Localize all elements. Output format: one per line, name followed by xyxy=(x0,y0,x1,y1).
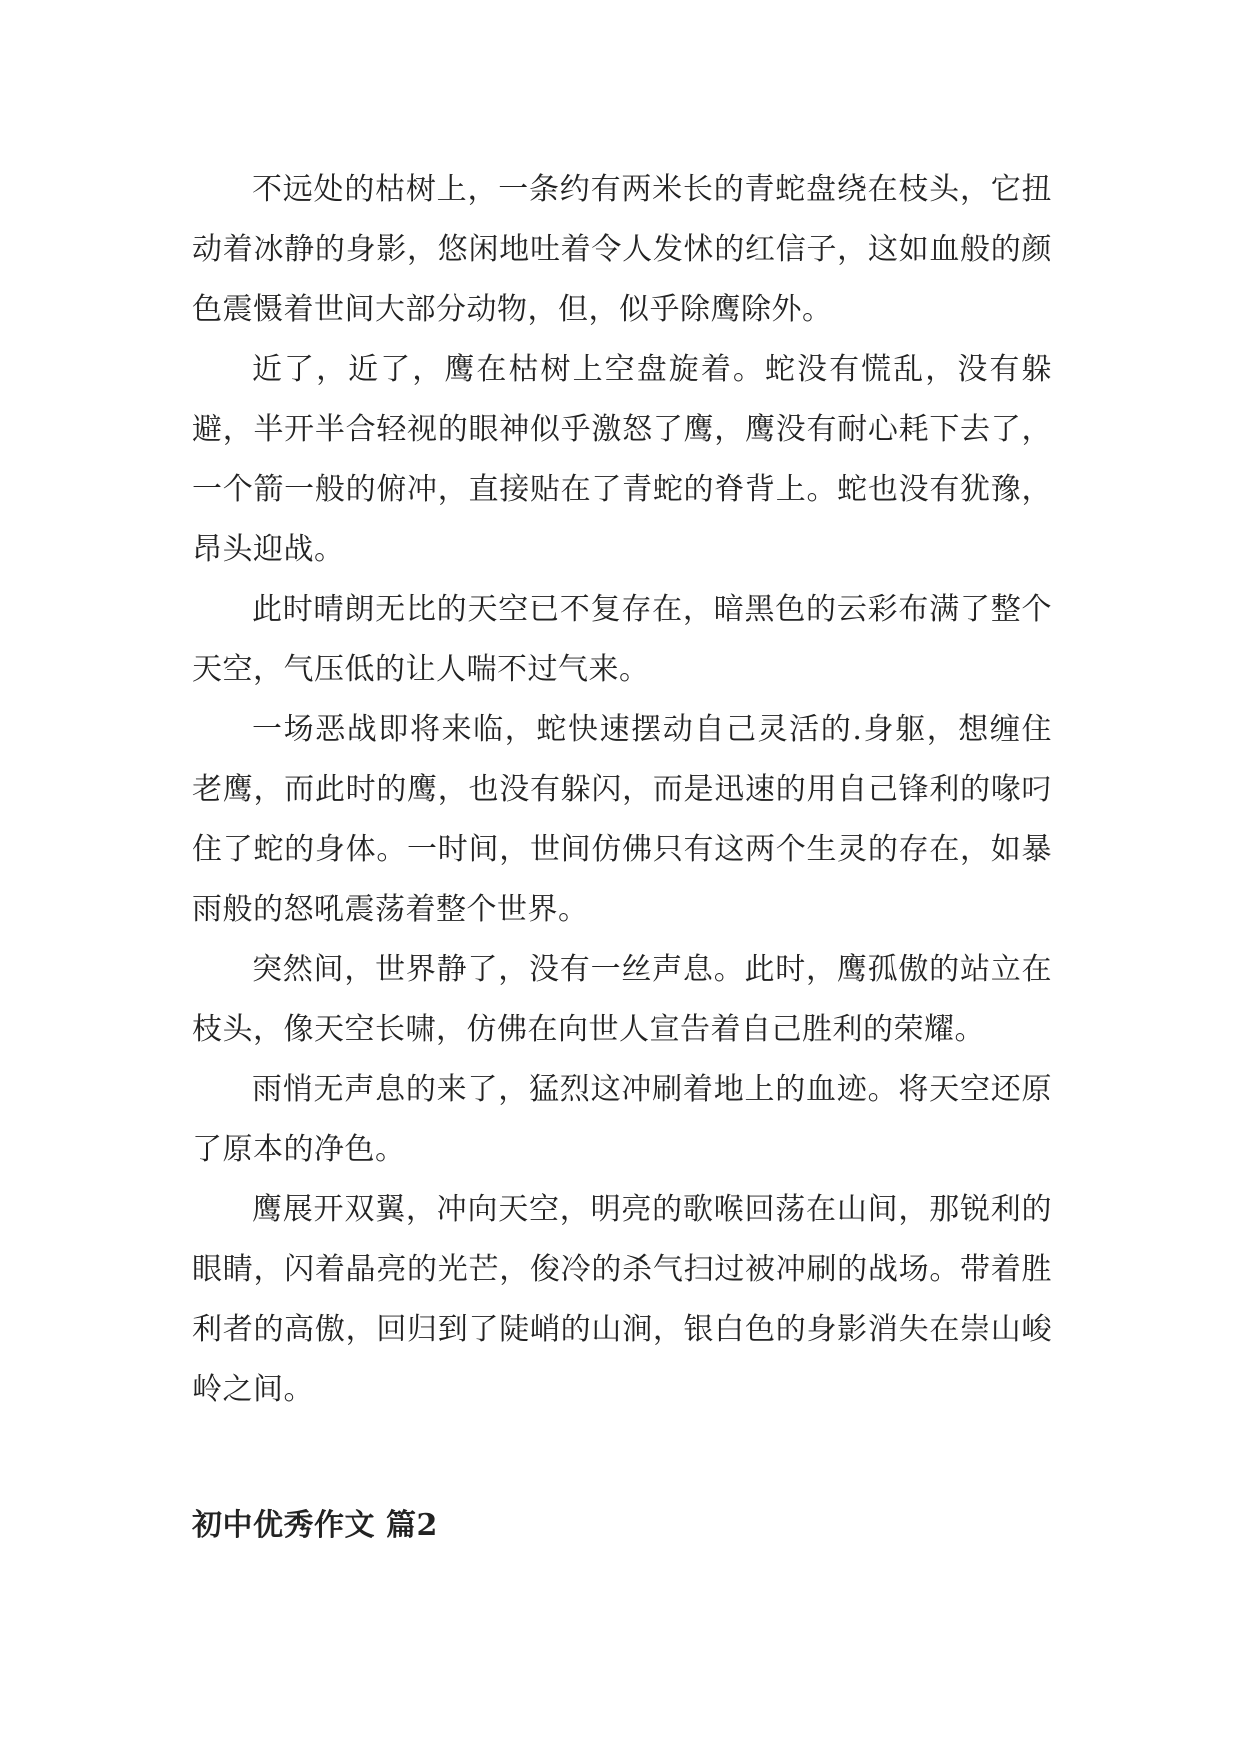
paragraph: 近了，近了，鹰在枯树上空盘旋着。蛇没有慌乱，没有躲避，半开半合轻视的眼神似乎激怒了鹰，鹰没有耐心耗下去了，一个箭一般的俯冲，直接贴在了青蛇的脊背上。蛇也没有犹豫，昂头迎战。 xyxy=(192,352,1052,567)
paragraph: 一场恶战即将来临，蛇快速摆动自己灵活的.身躯，想缠住老鹰，而此时的鹰，也没有躲闪，而是迅速的用自己锋利的喙叼住了蛇的身体。一时间，世间仿佛只有这两个生灵的存在，如暴雨般的怒吼震荡着整个世界。 xyxy=(192,712,1052,927)
document-body xyxy=(192,160,1052,1556)
paragraph: 此时晴朗无比的天空已不复存在，暗黑色的云彩布满了整个天空，气压低的让人喘不过气来。 xyxy=(192,592,1052,687)
paragraph: 鹰展开双翼，冲向天空，明亮的歌喉回荡在山间，那锐利的眼睛，闪着晶亮的光芒，俊冷的杀气扫过被冲刷的战场。带着胜利者的高傲，回归到了陡峭的山涧，银白色的身影消失在崇山峻岭之间。 xyxy=(192,1192,1052,1407)
section-title: 初中优秀作文 篇2 xyxy=(192,1508,438,1543)
paragraph: 雨悄无声息的来了，猛烈这冲刷着地上的血迹。将天空还原了原本的净色。 xyxy=(192,1072,1052,1167)
paragraph: 不远处的枯树上，一条约有两米长的青蛇盘绕在枝头，它扭动着冰静的身影，悠闲地吐着令人发怵的红信子，这如血般的颜色震慑着世间大部分动物，但，似乎除鹰除外。 xyxy=(192,172,1052,327)
paragraph: 突然间，世界静了，没有一丝声息。此时，鹰孤傲的站立在枝头，像天空长啸，仿佛在向世人宣告着自己胜利的荣耀。 xyxy=(192,952,1052,1047)
